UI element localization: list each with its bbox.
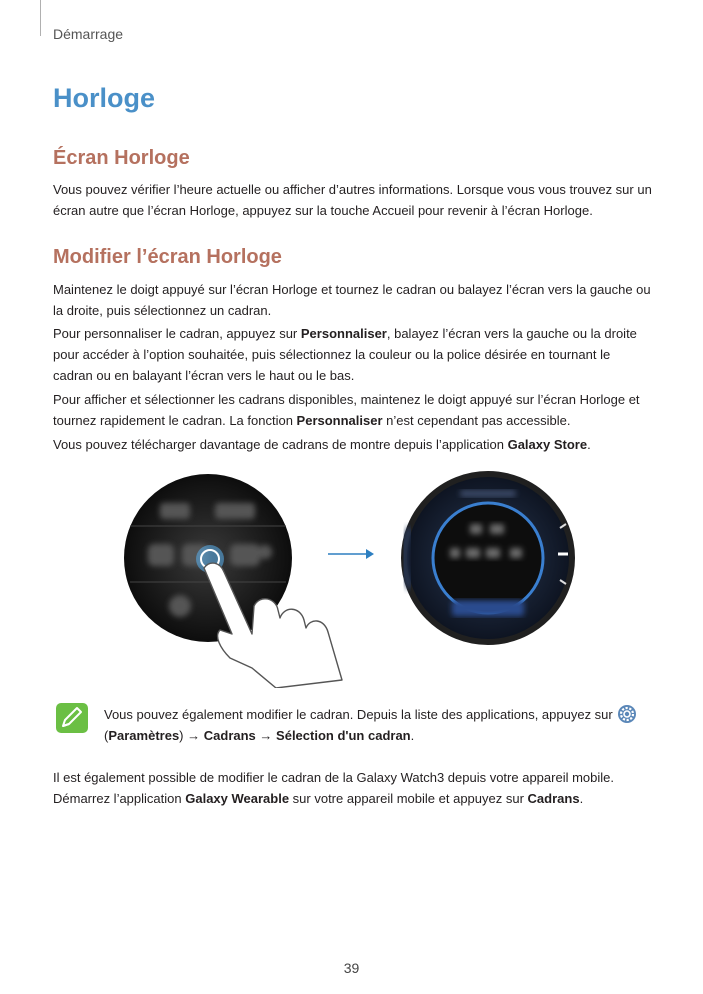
paragraph-maintain: Maintenez le doigt appuyé sur l’écran Horloge et tournez le cadran ou balayez l’écran vers la gauche ou la droite, puis sélectionnez un cadran. — [53, 282, 651, 318]
heading-modifier-ecran: Modifier l’écran Horloge — [53, 246, 282, 268]
section-label: Démarrage — [53, 26, 124, 42]
note-paragraph: Vous pouvez également modifier le cadran. Depuis la liste des applications, appuyez sur (Paramètres) → Cadrans → Sélection d'un cadran. — [104, 704, 664, 746]
paragraph-intro: Vous pouvez vérifier l’heure actuelle ou afficher d’autres informations. Lorsque vous vous trouvez sur un écran autre que l’écran Horloge, appuyez sur la touche Accueil pour revenir à l’écran Horloge. — [53, 182, 652, 218]
paragraph-mobile: Il est également possible de modifier le cadran de la Galaxy Watch3 depuis votre appareil mobile. Démarrez l’application Galaxy Wearable sur votre appareil mobile et appuyez sur Cadrans. — [53, 770, 614, 806]
page-title: Horloge — [53, 83, 156, 113]
heading-ecran-horloge: Écran Horloge — [53, 147, 190, 169]
paragraph-store: Vous pouvez télécharger davantage de cadrans de montre depuis l’application Galaxy Store. — [53, 437, 591, 452]
paragraph-personalize: Pour personnaliser le cadran, appuyez sur Personnaliser, balayez l’écran vers la gauche ou la droite pour accéder à l’option souhaitée, puis sélectionnez la couleur ou la police désirée en tournant le cadran ou en balayant l’écran vers le haut ou le bas. — [53, 326, 637, 383]
pencil-note-icon — [55, 702, 89, 734]
paragraph-available: Pour afficher et sélectionner les cadrans disponibles, maintenez le doigt appuyé sur l’écran Horloge et tournez rapidement le cadran. La fonction Personnaliser n’est cependant pas accessible. — [53, 392, 640, 428]
page-number: 39 — [343, 960, 360, 976]
right-arrow-icon — [328, 549, 374, 559]
watch-face-after — [404, 474, 572, 642]
header-rule — [40, 0, 41, 36]
watch-illustration — [120, 468, 580, 688]
settings-gear-icon — [617, 704, 637, 724]
